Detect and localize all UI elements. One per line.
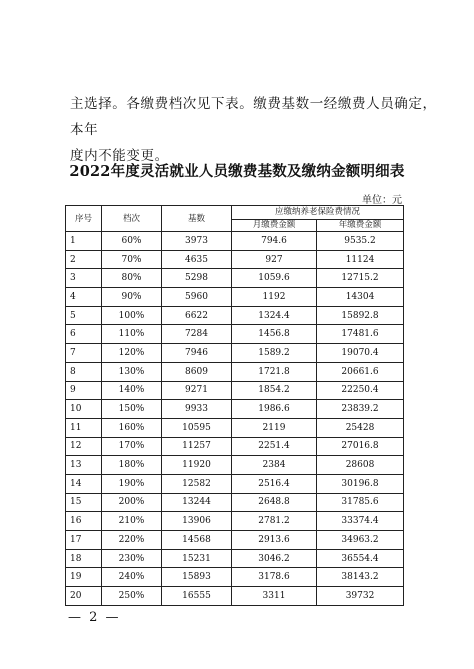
cell-base: 5298 — [162, 269, 232, 288]
cell-monthly: 927 — [232, 250, 317, 269]
cell-no: 18 — [66, 549, 102, 568]
table-row — [66, 437, 404, 456]
intro-line-1: 主选择。各缴费档次见下表。缴费基数一经缴费人员确定，本年 — [70, 96, 437, 138]
cell-base: 11257 — [162, 437, 232, 456]
cell-tier: 150% — [102, 400, 162, 419]
page-number: — 2 — — [68, 610, 121, 625]
table-row — [66, 250, 404, 269]
cell-base: 14568 — [162, 531, 232, 550]
cell-monthly: 3178.6 — [232, 568, 317, 587]
cell-yearly: 15892.8 — [317, 306, 404, 325]
cell-monthly: 3046.2 — [232, 549, 317, 568]
cell-no: 19 — [66, 568, 102, 587]
table-row — [66, 362, 404, 381]
cell-monthly: 1324.4 — [232, 306, 317, 325]
cell-yearly: 11124 — [317, 250, 404, 269]
cell-yearly: 19070.4 — [317, 344, 404, 363]
cell-tier: 130% — [102, 362, 162, 381]
cell-monthly: 2913.6 — [232, 531, 317, 550]
cell-no: 10 — [66, 400, 102, 419]
cell-monthly: 1059.6 — [232, 269, 317, 288]
cell-no: 9 — [66, 381, 102, 400]
cell-yearly: 12715.2 — [317, 269, 404, 288]
cell-base: 16555 — [162, 587, 232, 606]
cell-yearly: 33374.4 — [317, 512, 404, 531]
cell-monthly: 2251.4 — [232, 437, 317, 456]
cell-base: 9271 — [162, 381, 232, 400]
intro-paragraph — [70, 91, 442, 169]
header-group: 应缴纳养老保险费情况 — [232, 206, 404, 220]
cell-monthly: 2648.8 — [232, 493, 317, 512]
cell-no: 8 — [66, 362, 102, 381]
cell-tier: 190% — [102, 474, 162, 493]
unit-label: 单位：元 — [362, 195, 402, 206]
table-row — [66, 288, 404, 307]
table-row — [66, 344, 404, 363]
cell-yearly: 27016.8 — [317, 437, 404, 456]
cell-tier: 140% — [102, 381, 162, 400]
table-row — [66, 549, 404, 568]
cell-yearly: 34963.2 — [317, 531, 404, 550]
table-row — [66, 512, 404, 531]
cell-monthly: 1192 — [232, 288, 317, 307]
cell-no: 6 — [66, 325, 102, 344]
cell-tier: 240% — [102, 568, 162, 587]
cell-base: 8609 — [162, 362, 232, 381]
cell-yearly: 23839.2 — [317, 400, 404, 419]
cell-yearly: 14304 — [317, 288, 404, 307]
cell-base: 12582 — [162, 474, 232, 493]
table-row — [66, 568, 404, 587]
table-row — [66, 306, 404, 325]
cell-monthly: 2781.2 — [232, 512, 317, 531]
table-row — [66, 269, 404, 288]
cell-monthly: 2516.4 — [232, 474, 317, 493]
cell-base: 6622 — [162, 306, 232, 325]
cell-tier: 120% — [102, 344, 162, 363]
cell-no: 14 — [66, 474, 102, 493]
cell-monthly: 1589.2 — [232, 344, 317, 363]
cell-base: 3973 — [162, 232, 232, 251]
header-base: 基数 — [162, 206, 232, 232]
cell-base: 9933 — [162, 400, 232, 419]
table-row — [66, 493, 404, 512]
table-row — [66, 381, 404, 400]
cell-yearly: 20661.6 — [317, 362, 404, 381]
cell-no: 20 — [66, 587, 102, 606]
cell-tier: 160% — [102, 418, 162, 437]
cell-monthly: 2384 — [232, 456, 317, 475]
cell-tier: 110% — [102, 325, 162, 344]
header-no: 序号 — [66, 206, 102, 232]
cell-monthly: 1854.2 — [232, 381, 317, 400]
cell-monthly: 1986.6 — [232, 400, 317, 419]
cell-tier: 100% — [102, 306, 162, 325]
cell-tier: 170% — [102, 437, 162, 456]
cell-monthly: 794.6 — [232, 232, 317, 251]
cell-yearly: 25428 — [317, 418, 404, 437]
table-row — [66, 474, 404, 493]
cell-yearly: 39732 — [317, 587, 404, 606]
cell-yearly: 17481.6 — [317, 325, 404, 344]
cell-no: 7 — [66, 344, 102, 363]
cell-no: 17 — [66, 531, 102, 550]
cell-base: 4635 — [162, 250, 232, 269]
cell-base: 7284 — [162, 325, 232, 344]
cell-yearly: 22250.4 — [317, 381, 404, 400]
cell-monthly: 3311 — [232, 587, 317, 606]
cell-tier: 60% — [102, 232, 162, 251]
cell-yearly: 30196.8 — [317, 474, 404, 493]
cell-base: 10595 — [162, 418, 232, 437]
table-row — [66, 456, 404, 475]
table-body — [66, 232, 404, 606]
header-monthly: 月缴费金额 — [232, 219, 317, 232]
cell-monthly: 1721.8 — [232, 362, 317, 381]
table-row — [66, 418, 404, 437]
contribution-table — [65, 205, 404, 606]
cell-base: 5960 — [162, 288, 232, 307]
cell-tier: 210% — [102, 512, 162, 531]
cell-base: 7946 — [162, 344, 232, 363]
cell-monthly: 1456.8 — [232, 325, 317, 344]
cell-no: 1 — [66, 232, 102, 251]
cell-tier: 180% — [102, 456, 162, 475]
cell-tier: 250% — [102, 587, 162, 606]
cell-no: 2 — [66, 250, 102, 269]
header-yearly: 年缴费金额 — [317, 219, 404, 232]
cell-no: 12 — [66, 437, 102, 456]
cell-tier: 70% — [102, 250, 162, 269]
table-row — [66, 232, 404, 251]
cell-tier: 220% — [102, 531, 162, 550]
cell-base: 13906 — [162, 512, 232, 531]
cell-yearly: 36554.4 — [317, 549, 404, 568]
cell-yearly: 28608 — [317, 456, 404, 475]
table-row — [66, 587, 404, 606]
cell-tier: 90% — [102, 288, 162, 307]
cell-no: 5 — [66, 306, 102, 325]
intro-line-2: 度内不能变更。 — [70, 148, 169, 164]
cell-no: 11 — [66, 418, 102, 437]
cell-yearly: 38143.2 — [317, 568, 404, 587]
cell-base: 15231 — [162, 549, 232, 568]
cell-base: 15893 — [162, 568, 232, 587]
cell-yearly: 9535.2 — [317, 232, 404, 251]
table-row — [66, 400, 404, 419]
cell-no: 4 — [66, 288, 102, 307]
cell-base: 13244 — [162, 493, 232, 512]
cell-base: 11920 — [162, 456, 232, 475]
cell-no: 3 — [66, 269, 102, 288]
cell-tier: 200% — [102, 493, 162, 512]
header-tier: 档次 — [102, 206, 162, 232]
cell-tier: 230% — [102, 549, 162, 568]
table-title: 2022年度灵活就业人员缴费基数及缴纳金额明细表 — [69, 163, 405, 180]
cell-monthly: 2119 — [232, 418, 317, 437]
cell-no: 16 — [66, 512, 102, 531]
cell-yearly: 31785.6 — [317, 493, 404, 512]
cell-tier: 80% — [102, 269, 162, 288]
cell-no: 13 — [66, 456, 102, 475]
table-row — [66, 531, 404, 550]
table-row — [66, 325, 404, 344]
cell-no: 15 — [66, 493, 102, 512]
